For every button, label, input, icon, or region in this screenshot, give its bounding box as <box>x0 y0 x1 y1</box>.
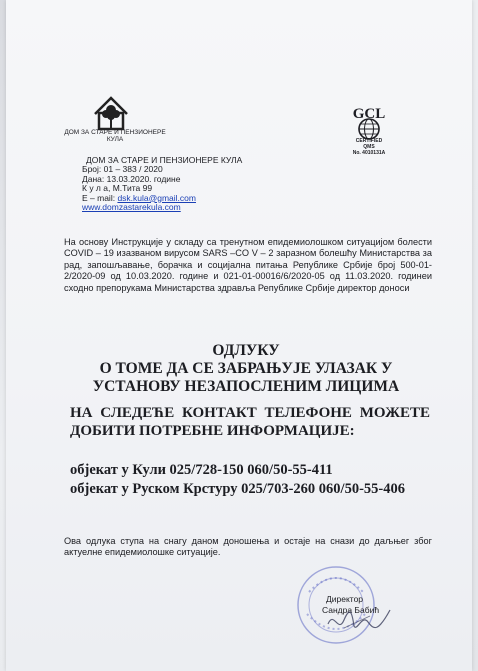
certificate-line1: CERTIFIED <box>355 138 383 144</box>
decision-title: ОДЛУКУ <box>212 342 280 359</box>
address: К у л а, М.Тита 99 <box>82 183 153 194</box>
house-tree-logo-icon <box>91 92 131 132</box>
logo-caption <box>60 129 170 143</box>
logo-caption-line2: КУЛА <box>106 136 124 143</box>
decision-subtitle-line1: О ТОМЕ ДА СЕ ЗАБРАЊУЈЕ УЛАЗАК У <box>99 360 393 377</box>
contact-line-ruski-krstur: објекат у Руском Крстуру 025/703-260 060/50-55-406 <box>70 481 405 497</box>
contact-heading: НА СЛЕДЕЋЕ КОНТАКТ ТЕЛЕФОНЕ МОЖЕТЕ ДОБИТИ ПОТРЕБНЕ ИНФОРМАЦИЈЕ: <box>70 405 430 439</box>
website-link[interactable]: www.domzastarekula.com <box>82 202 181 213</box>
contact-line-kula: објекат у Кули 025/728-150 060/50-55-411 <box>70 462 333 478</box>
certificate-logo-text: GCL <box>352 106 386 122</box>
document-page <box>6 0 472 671</box>
email-link[interactable]: dsk.kula@gmail.com <box>117 192 196 203</box>
org-name: ДОМ ЗА СТАРЕ И ПЕНЗИОНЕРЕ КУЛА <box>86 155 243 165</box>
document-number: Број: 01 – 383 / 2020 <box>82 164 163 175</box>
closing-paragraph: Ова одлука ступа на снагу даном доношења и остаје на снази до даљњег због актуелне епидемиолошке ситуације. <box>64 536 432 558</box>
decision-subtitle-line2: УСТАНОВУ НЕЗАПОСЛЕНИМ ЛИЦИМА <box>92 378 400 395</box>
email-label: Е – mail: <box>82 192 118 203</box>
signature-name: Сандра Бабић <box>322 605 380 615</box>
letterhead <box>82 155 243 213</box>
handwritten-signature-icon <box>324 598 394 638</box>
document-date: Дана: 13.03.2020. године <box>82 173 181 184</box>
intro-paragraph: На основу Инструкције у складу са тренутном епидемиолошком ситуацијом болести COVID – 19 изазваном вирусом SARS –CO V – 2 заразном болешћу Министарства за рад, запошљавање, борачка и социјална питања Републике Србије број 500-01-2/2020-09 од 10.03.2020. године и 021-01-00016/6/2020-05 од 11.03.2020. годинеи сходно препорукама Министарства здравља Републике Србије директор доноси <box>64 237 432 293</box>
certificate-line2: QMS <box>363 144 375 150</box>
logo-caption-line1: ДОМ ЗА СТАРЕ И ПЕНЗИОНЕРЕ <box>64 129 166 136</box>
certificate-line3: No. 4010131A <box>352 150 386 156</box>
certificate-caption <box>339 138 399 156</box>
signature-title: Директор <box>326 594 364 604</box>
